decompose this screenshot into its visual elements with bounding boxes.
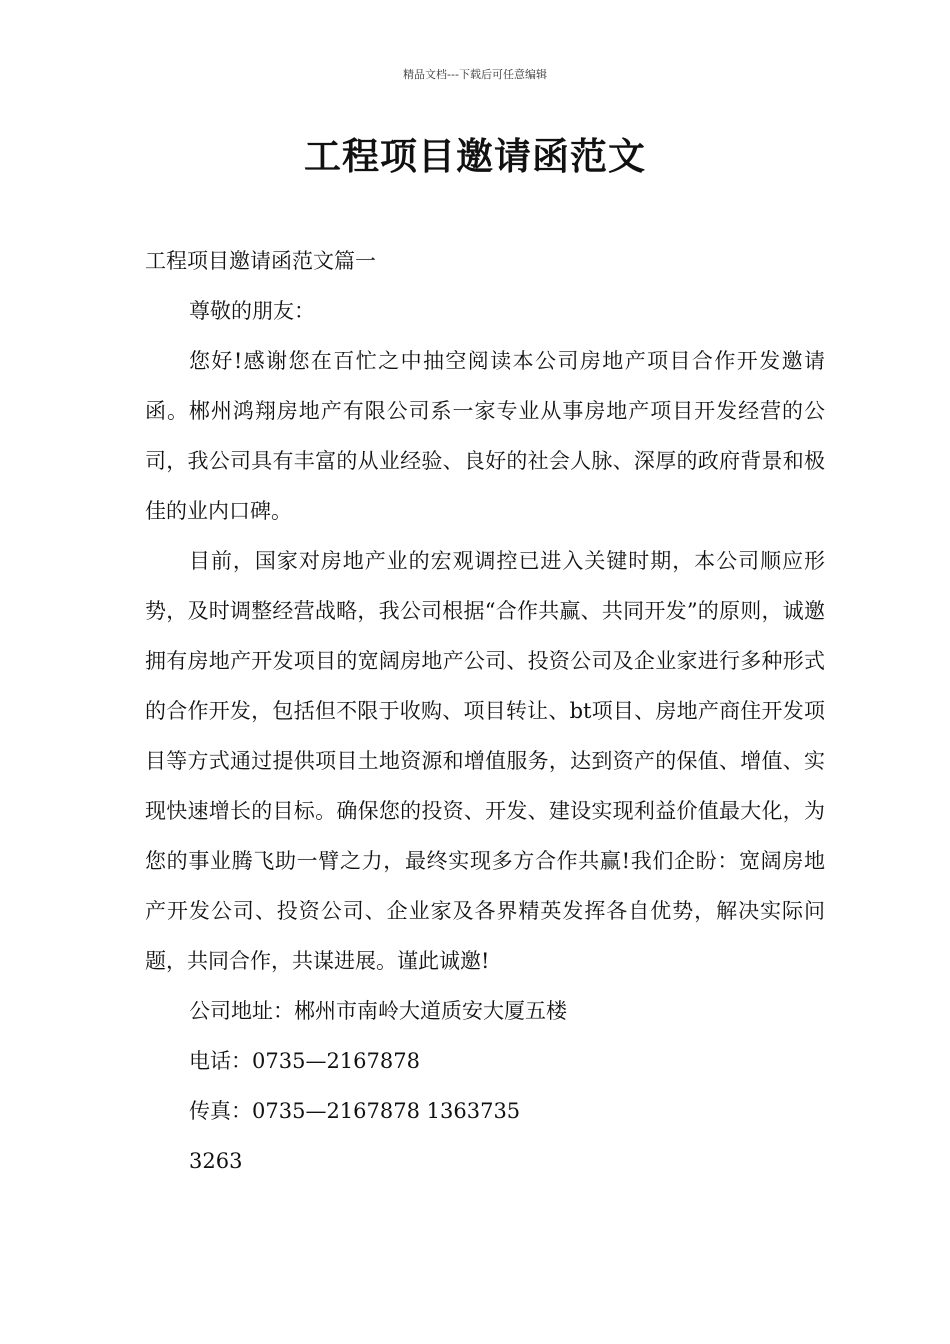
contact-address: 公司地址：郴州市南岭大道质安大厦五楼 bbox=[189, 999, 567, 1023]
contact-fax-continued: 3263 bbox=[189, 1149, 243, 1173]
contact-phone: 电话：0735—2167878 bbox=[189, 1049, 420, 1073]
salutation: 尊敬的朋友： bbox=[189, 299, 315, 323]
paragraph-1: 您好!感谢您在百忙之中抽空阅读本公司房地产项目合作开发邀请函。郴州鸿翔房地产有限公司系一家专业从事房地产项目开发经营的公司，我公司具有丰富的从业经验、良好的社会人脉、深厚的政府背景和极佳的业内口碑。 bbox=[145, 349, 825, 523]
paragraph-2: 目前，国家对房地产业的宏观调控已进入关键时期，本公司顺应形势，及时调整经营战略，我公司根据“合作共赢、共同开发”的原则，诚邀拥有房地产开发项目的宽阔房地产公司、投资公司及企业家进行多种形式的合作开发，包括但不限于收购、项目转让、bt项目、房地产商住开发项目等方式通过提供项目土地资源和增值服务，达到资产的保值、增值、实现快速增长的目标。确保您的投资、开发、建设实现利益价值最大化，为您的事业腾飞助一臂之力，最终实现多方合作共赢!我们企盼：宽阔房地产开发公司、投资公司、企业家及各界精英发挥各自优势，解决实际问题，共同合作，共谋进展。谨此诚邀! bbox=[145, 549, 825, 973]
document-body bbox=[145, 236, 825, 1186]
document-title: 工程项目邀请函范文 bbox=[304, 135, 646, 178]
contact-fax: 传真：0735—2167878 1363735 bbox=[189, 1099, 521, 1123]
page-header: 精品文档---下载后可任意编辑 bbox=[403, 68, 547, 81]
section-heading: 工程项目邀请函范文篇一 bbox=[145, 249, 376, 273]
